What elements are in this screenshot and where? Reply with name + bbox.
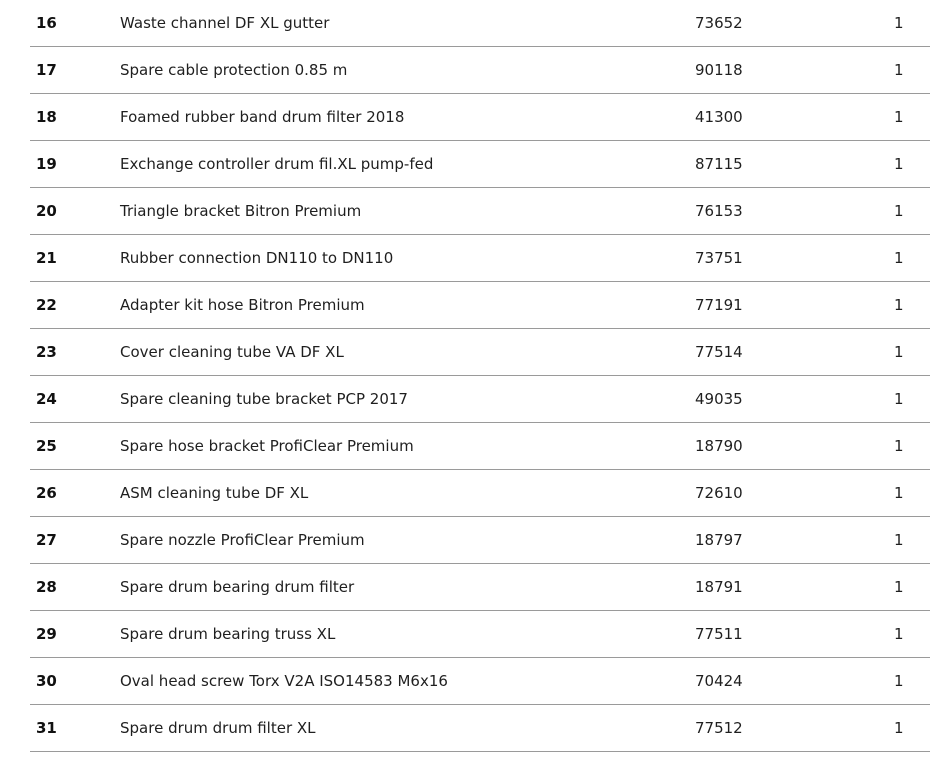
part-description: Spare drum bearing truss XL	[120, 625, 336, 643]
position-number: 29	[36, 625, 57, 643]
position-number: 16	[36, 14, 57, 32]
position-number: 17	[36, 61, 57, 79]
table-row	[30, 141, 930, 188]
table-row	[30, 658, 930, 705]
article-number: 73652	[695, 14, 743, 32]
position-number: 18	[36, 108, 57, 126]
quantity: 1	[894, 343, 904, 361]
quantity: 1	[894, 437, 904, 455]
table-row	[30, 611, 930, 658]
part-description: Rubber connection DN110 to DN110	[120, 249, 394, 267]
quantity: 1	[894, 531, 904, 549]
position-number: 23	[36, 343, 57, 361]
table-row	[30, 282, 930, 329]
part-description: Spare hose bracket ProfiClear Premium	[120, 437, 414, 455]
article-number: 49035	[695, 390, 743, 408]
position-number: 19	[36, 155, 57, 173]
part-description: Waste channel DF XL gutter	[120, 14, 330, 32]
part-description: Cover cleaning tube VA DF XL	[120, 343, 344, 361]
table-row	[30, 705, 930, 752]
quantity: 1	[894, 719, 904, 737]
position-number: 28	[36, 578, 57, 596]
position-number: 25	[36, 437, 57, 455]
table-row	[30, 235, 930, 282]
article-number: 72610	[695, 484, 743, 502]
table-row	[30, 564, 930, 611]
quantity: 1	[894, 14, 904, 32]
table-row	[30, 188, 930, 235]
article-number: 77191	[695, 296, 743, 314]
part-description: ASM cleaning tube DF XL	[120, 484, 309, 502]
quantity: 1	[894, 108, 904, 126]
quantity: 1	[894, 202, 904, 220]
article-number: 77512	[695, 719, 743, 737]
table-row	[30, 470, 930, 517]
position-number: 31	[36, 719, 57, 737]
article-number: 90118	[695, 61, 743, 79]
position-number: 21	[36, 249, 57, 267]
part-description: Adapter kit hose Bitron Premium	[120, 296, 365, 314]
table-row	[30, 517, 930, 564]
table-row	[30, 47, 930, 94]
article-number: 18790	[695, 437, 743, 455]
part-description: Spare nozzle ProfiClear Premium	[120, 531, 365, 549]
quantity: 1	[894, 61, 904, 79]
position-number: 27	[36, 531, 57, 549]
position-number: 26	[36, 484, 57, 502]
table-row	[30, 0, 930, 47]
article-number: 18797	[695, 531, 743, 549]
quantity: 1	[894, 672, 904, 690]
position-number: 24	[36, 390, 57, 408]
part-description: Oval head screw Torx V2A ISO14583 M6x16	[120, 672, 448, 690]
article-number: 77511	[695, 625, 743, 643]
parts-table	[30, 0, 930, 752]
quantity: 1	[894, 625, 904, 643]
position-number: 20	[36, 202, 57, 220]
article-number: 76153	[695, 202, 743, 220]
part-description: Spare cable protection 0.85 m	[120, 61, 348, 79]
part-description: Spare drum drum filter XL	[120, 719, 316, 737]
part-description: Triangle bracket Bitron Premium	[120, 202, 362, 220]
article-number: 18791	[695, 578, 743, 596]
part-description: Exchange controller drum fil.XL pump-fed	[120, 155, 434, 173]
position-number: 30	[36, 672, 57, 690]
part-description: Spare drum bearing drum filter	[120, 578, 355, 596]
table-row	[30, 94, 930, 141]
article-number: 70424	[695, 672, 743, 690]
table-row	[30, 423, 930, 470]
table-row	[30, 376, 930, 423]
quantity: 1	[894, 390, 904, 408]
quantity: 1	[894, 249, 904, 267]
quantity: 1	[894, 155, 904, 173]
article-number: 87115	[695, 155, 743, 173]
position-number: 22	[36, 296, 57, 314]
article-number: 77514	[695, 343, 743, 361]
part-description: Foamed rubber band drum filter 2018	[120, 108, 405, 126]
quantity: 1	[894, 578, 904, 596]
quantity: 1	[894, 296, 904, 314]
table-row	[30, 329, 930, 376]
quantity: 1	[894, 484, 904, 502]
article-number: 73751	[695, 249, 743, 267]
article-number: 41300	[695, 108, 743, 126]
part-description: Spare cleaning tube bracket PCP 2017	[120, 390, 408, 408]
